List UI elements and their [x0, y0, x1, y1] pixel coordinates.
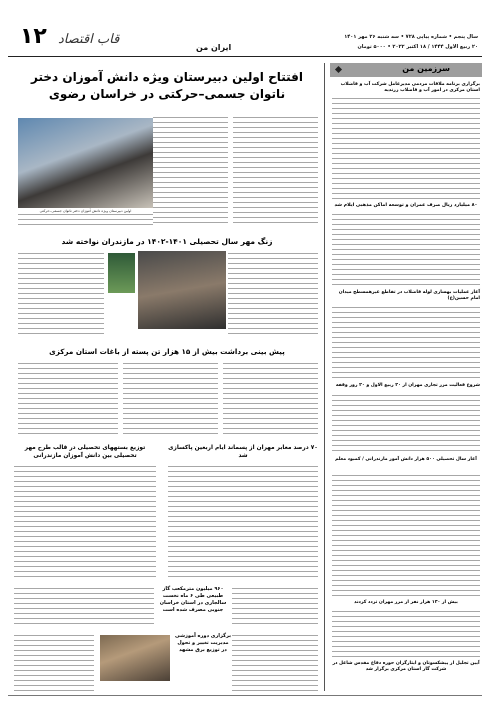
sidebar-item-6-body: [332, 609, 480, 659]
sidebar-item-4-headline: شروع فعالیت مرز تجاری مهران از ۲۰ ربیع الاول و ۲۰ روز وقفه: [335, 383, 480, 388]
sidebar-item-4-body: [332, 393, 480, 455]
lead-caption: اولین دبیرستان ویژه دانش آموزان دختر ناتوان جسمی–حرکتی: [18, 209, 153, 213]
dateline-2: ۲۰ ربیع الاول ۱۴۴۴ / ۱۸ اکتبر ۲۰۲۲ • ۵۰۰۰ تومان: [357, 44, 478, 50]
article-7: [8, 631, 320, 693]
lead-body-2: [153, 115, 228, 227]
sidebar-item-2-headline: ۸۰ میلیارد ریال صرف عمران و توسعه اماکن مذهبی ایلام شد: [334, 203, 478, 208]
sidebar-title-bar: [330, 63, 482, 77]
page-number: ۱۲: [20, 24, 47, 49]
article-2-headline: زنگ مهر سال تحصیلی ۱۴۰۱-۱۴۰۲ در مازندران نواخته شد: [61, 237, 273, 246]
masthead-rule: [8, 56, 482, 57]
lead-photo: [18, 118, 153, 208]
article-3-body-1: [223, 361, 318, 437]
article-4-body: [14, 464, 156, 578]
sidebar-item-7-headline: آیین تجلیل از پیشکسوتان و ایثارگران حوزه دفاع مقدس شاغل در شرکت گاز استان مرکزی برگزار شد: [332, 661, 480, 672]
newspaper-page: [8, 6, 482, 706]
article-4-headline: توزیع بستههای تحصیلی در قالب طرح مهر تحصیلی بین دانش آموزان مازندرانی: [24, 445, 146, 459]
article-7-body-left: [14, 633, 94, 691]
article-3: [8, 343, 320, 441]
sidebar: [330, 63, 482, 691]
article-7-body-right: [232, 633, 318, 691]
sidebar-item-2-body: [332, 212, 480, 288]
article-6-body-right: [232, 586, 318, 626]
article-6-headline: ۹۶۰ میلیون مترمکعب گاز طبیعی طی ۶ ماه نخست سالجاری در استان خراسان جنوبی مصرف شده است: [159, 586, 227, 613]
article-7-photo: [100, 635, 170, 681]
masthead: [8, 6, 482, 56]
logo: قاب اقتصاد: [58, 32, 120, 47]
lead-body-1: [233, 115, 318, 227]
column-rule: [324, 63, 325, 691]
article-2-body-1: [228, 251, 318, 337]
article-2: [8, 233, 320, 341]
footer-rule: [8, 695, 482, 696]
article-2-body-2: [18, 251, 104, 337]
dateline-1: سال پنجم • شماره پیاپی ۷۲۸ • سه شنبه ۲۶ مهر ۱۴۰۱: [344, 34, 478, 40]
sidebar-item-1-body: [332, 96, 480, 201]
sidebar-item-5-body: [332, 473, 480, 598]
sidebar-item-3-headline: آغاز عملیات بهسازی لوله فاضلاب در تقاطع غیرهمسطح میدان امام حسین(ع): [338, 290, 480, 301]
lead-caption-lines: [18, 212, 153, 228]
lead-article: [8, 63, 320, 233]
article-3-body-3: [18, 361, 118, 437]
article-5: [164, 442, 320, 582]
sidebar-item-5-headline: آغاز سال تحصیلی ۵۰۰ هزار دانش آموز مازندرانی / کمبود معلم: [335, 457, 477, 462]
article-6-body-left: [14, 586, 154, 626]
section-label: ایران من: [196, 43, 232, 52]
sidebar-title: سرزمین من: [402, 64, 450, 73]
sidebar-marker-icon: [335, 66, 342, 73]
article-5-headline: ۷۰ درصد معابر مهران از پسماند ایام اربعین پاکسازی شد: [168, 445, 318, 459]
article-2-inset-photo: [108, 253, 135, 293]
article-3-body-2: [123, 361, 218, 437]
article-3-headline: پیش بینی برداشت بیش از ۱۵ هزار تن پسته از باغات استان مرکزی: [49, 347, 285, 356]
sidebar-item-3-body: [332, 305, 480, 381]
sidebar-item-1-headline: برگزاری برنامه ملاقات مردمی مدیرعامل شرکت آب و فاضلاب استان مرکزی در امور آب و فاضلاب زرندیه: [340, 82, 480, 93]
sidebar-item-6-headline: بیش از ۱۳۰ هزار نفر از مرز مهران تردد کردند: [354, 600, 458, 605]
lead-headline: افتتاح اولین دبیرستان ویژه دانش آموزان دختر ناتوان جسمی–حرکتی در خراسان رضوی: [31, 70, 303, 101]
article-6: [8, 584, 320, 629]
article-4: [8, 442, 158, 582]
article-7-headline: برگزاری دوره آموزشی مدیریت تغییر و تحول در توزیع برق مشهد: [175, 633, 231, 653]
article-2-photo: [138, 251, 226, 329]
article-5-body: [168, 464, 318, 578]
